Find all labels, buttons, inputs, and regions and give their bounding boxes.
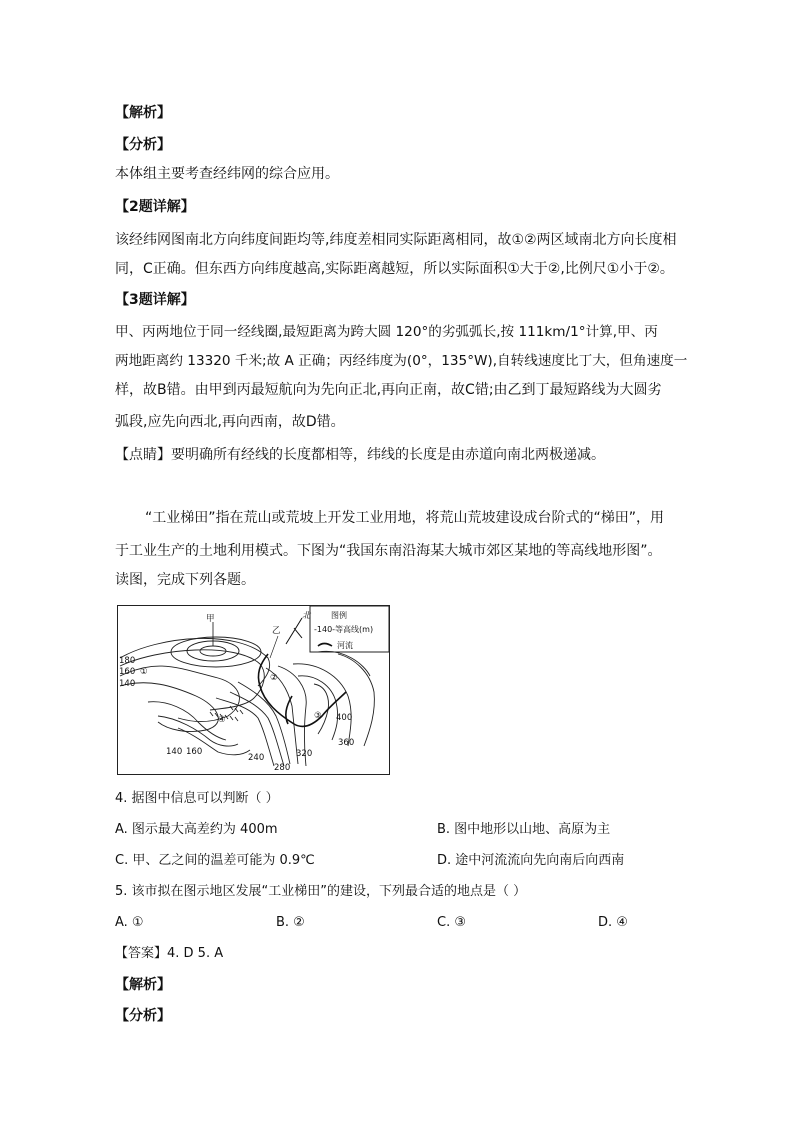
contour-value-400: 400 [336, 713, 353, 723]
q2-detail-heading: 【2题详解】 [115, 199, 195, 215]
q3-detail-heading: 【3题详解】 [115, 292, 195, 308]
contour-value-160-bottom: 160 [186, 747, 203, 757]
intro-text: 本体组主要考查经纬网的综合应用。 [115, 166, 339, 182]
region-marker-2: ② [270, 673, 278, 683]
footer-analysis-heading: 【解析】 [115, 977, 171, 993]
question-4-stem: 4. 据图中信息可以判断（ ） [115, 791, 279, 806]
q2-detail-line: 该经纬网图南北方向纬度间距均等,纬度差相同实际距离相同，故①②两区域南北方向长度相 [115, 232, 677, 248]
section-fenxi-heading: 【分析】 [115, 137, 171, 153]
contour-value-140-bottom: 140 [166, 747, 183, 757]
region-marker-3: ③ [314, 711, 322, 721]
dianjing-text: 【点睛】要明确所有经线的长度都相等，纬线的长度是由赤道向南北两极递减。 [115, 447, 605, 463]
river-line [258, 654, 346, 726]
legend-title: 图例 [331, 611, 347, 620]
contour-line [120, 638, 270, 686]
answer-line: 【答案】4. D 5. A [115, 946, 224, 961]
q5-option-a[interactable]: A. ① [115, 915, 144, 930]
label-yi: 乙 [272, 626, 281, 636]
footer-fenxi-heading: 【分析】 [115, 1008, 171, 1024]
question-5-stem: 5. 该市拟在图示地区发展“工业梯田”的建设，下列最合适的地点是（ ） [115, 884, 527, 899]
passage-line: “工业梯田”指在荒山或荒坡上开发工业用地，将荒山荒坡建设成台阶式的“梯田”，用 [145, 510, 665, 526]
section-analysis-heading: 【解析】 [115, 105, 171, 121]
contour-value-360: 360 [338, 738, 355, 748]
q5-option-c[interactable]: C. ③ [437, 915, 466, 930]
q5-option-d[interactable]: D. ④ [598, 915, 628, 930]
q4-option-c[interactable]: C. 甲、乙之间的温差可能为 0.9℃ [115, 853, 315, 868]
q2-detail-line: 同，C正确。但东西方向纬度越高,实际距离越短，所以实际面积①大于②,比例尺①小于②。 [115, 261, 674, 277]
contour-value-240: 240 [248, 753, 265, 763]
north-label: 北 [302, 611, 311, 621]
q3-detail-line: 样，故B错。由甲到丙最短航向为先向正北,再向正南，故C错;由乙到丁最短路线为大圆劣 [115, 382, 662, 398]
contour-value-160: 160 [119, 667, 136, 677]
passage-line: 读图，完成下列各题。 [115, 572, 255, 588]
contour-value-320: 320 [296, 749, 313, 759]
contour-value-280: 280 [274, 763, 291, 773]
label-jia: 甲 [206, 614, 215, 624]
q4-option-a[interactable]: A. 图示最大高差约为 400m [115, 822, 278, 837]
north-arrow-icon [286, 618, 302, 644]
contour-value-140: 140 [119, 679, 136, 689]
q4-option-d[interactable]: D. 途中河流流向先向南后向西南 [437, 853, 625, 868]
q3-detail-line: 弧段,应先向西北,再向西南，故D错。 [115, 414, 345, 430]
region-marker-1: ① [140, 667, 148, 677]
legend-river-label: 河流 [337, 641, 353, 650]
contour-map-figure [117, 605, 390, 775]
contour-value-180: 180 [119, 656, 136, 666]
q5-option-b[interactable]: B. ② [276, 915, 305, 930]
region-marker-4: ④ [218, 715, 226, 725]
passage-line: 于工业生产的土地利用模式。下图为“我国东南沿海某大城市郊区某地的等高线地形图”。 [115, 543, 662, 559]
q3-detail-line: 两地距离约 13320 千米;故 A 正确；丙经纬度为(0°，135°W),自转线速度比丁大，但角速度一 [115, 353, 688, 369]
legend-contour-label: -140-等高线(m) [314, 625, 374, 634]
q3-detail-line: 甲、丙两地位于同一经线圈,最短距离为跨大圆 120°的劣弧弧长,按 111km/1°计算,甲、丙 [115, 324, 658, 340]
q4-option-b[interactable]: B. 图中地形以山地、高原为主 [437, 822, 611, 837]
